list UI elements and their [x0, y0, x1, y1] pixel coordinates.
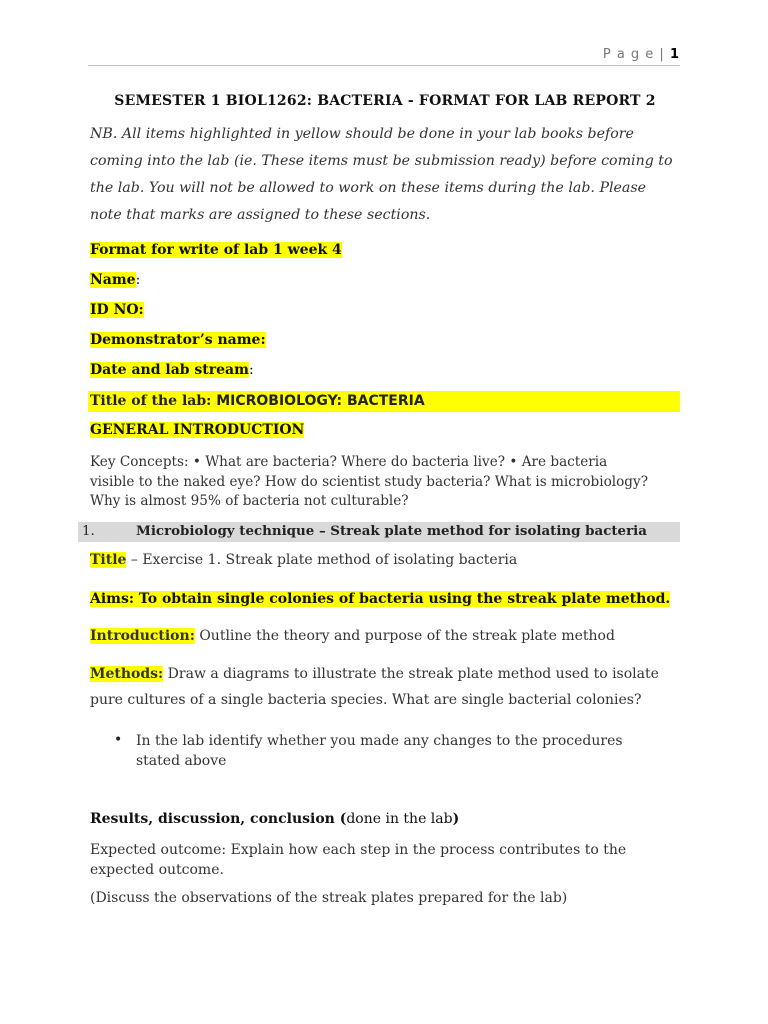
id-label: ID NO: — [90, 302, 144, 318]
page-label: P a g e | — [602, 47, 665, 62]
format-heading — [90, 242, 342, 258]
exercise-text: – Exercise 1. Streak plate method of isolating bacteria — [126, 552, 518, 568]
demonstrator-field — [90, 332, 266, 348]
introduction-label: Introduction: — [90, 628, 195, 644]
format-heading-text: Format for write of lab 1 week 4 — [90, 242, 342, 258]
header-rule — [88, 65, 680, 66]
name-field — [90, 272, 140, 288]
date-label: Date and lab stream — [90, 362, 249, 378]
section-heading-text: Microbiology technique – Streak plate method for isolating bacteria — [136, 523, 647, 539]
date-colon: : — [248, 362, 254, 378]
methods-text-1: Draw a diagrams to illustrate the streak plate method used to isolate — [163, 666, 659, 682]
methods — [90, 666, 659, 682]
exercise-title — [90, 552, 517, 568]
results-heading — [90, 811, 459, 827]
section-1-heading — [78, 522, 680, 542]
methods-label: Methods: — [90, 666, 164, 682]
bullet-icon: • — [114, 732, 123, 748]
aims-text: Aims: To obtain single colonies of bacteria using the streak plate method. — [90, 591, 671, 607]
name-colon: : — [135, 272, 141, 288]
introduction-text: Outline the theory and purpose of the streak plate method — [194, 628, 615, 644]
results-close: ) — [452, 811, 460, 827]
aims — [90, 591, 670, 607]
section-number: 1. — [82, 524, 95, 539]
nb-note: NB. All items highlighted in yellow should be done in your lab books before coming into the lab (ie. These items must be submission ready) before coming to the lab. You will not be allowed to work on these items during the lab. Please note that marks are assigned to these sections. — [90, 126, 673, 223]
demonstrator-label: Demonstrator’s name: — [90, 332, 266, 348]
id-field — [90, 302, 144, 318]
name-label: Name — [90, 272, 136, 288]
document-title: SEMESTER 1 BIOL1262: BACTERIA - FORMAT FOR LAB REPORT 2 — [114, 93, 656, 109]
lab-title-row — [88, 391, 680, 412]
key-concepts: Key Concepts: • What are bacteria? Where do bacteria live? • Are bacteria visible to the naked eye? How do scientist study bacteria? What is microbiology? Why is almost 95% of bacteria not culturable? — [90, 454, 648, 509]
expected-outcome: Expected outcome: Explain how each step in the process contributes to the expected outcome. — [90, 842, 627, 878]
lab-title-value: MICROBIOLOGY: BACTERIA — [216, 393, 425, 409]
lab-title-label: Title of the lab: — [90, 393, 212, 409]
page-number-header — [560, 47, 680, 62]
date-field — [90, 362, 254, 378]
page-number: 1 — [669, 47, 680, 62]
general-intro-text: GENERAL INTRODUCTION — [90, 422, 305, 438]
bullet-text: In the lab identify whether you made any changes to the procedures stated above — [136, 733, 623, 769]
methods-text-2: pure cultures of a single bacteria species. What are single bacterial colonies? — [90, 692, 642, 708]
results-heading-text: Results, discussion, conclusion ( — [90, 811, 347, 827]
results-note: done in the lab — [346, 811, 453, 827]
general-intro-heading — [90, 422, 304, 438]
introduction — [90, 628, 615, 644]
discuss-note: (Discuss the observations of the streak plates prepared for the lab) — [90, 890, 568, 906]
exercise-label: Title — [90, 552, 127, 568]
